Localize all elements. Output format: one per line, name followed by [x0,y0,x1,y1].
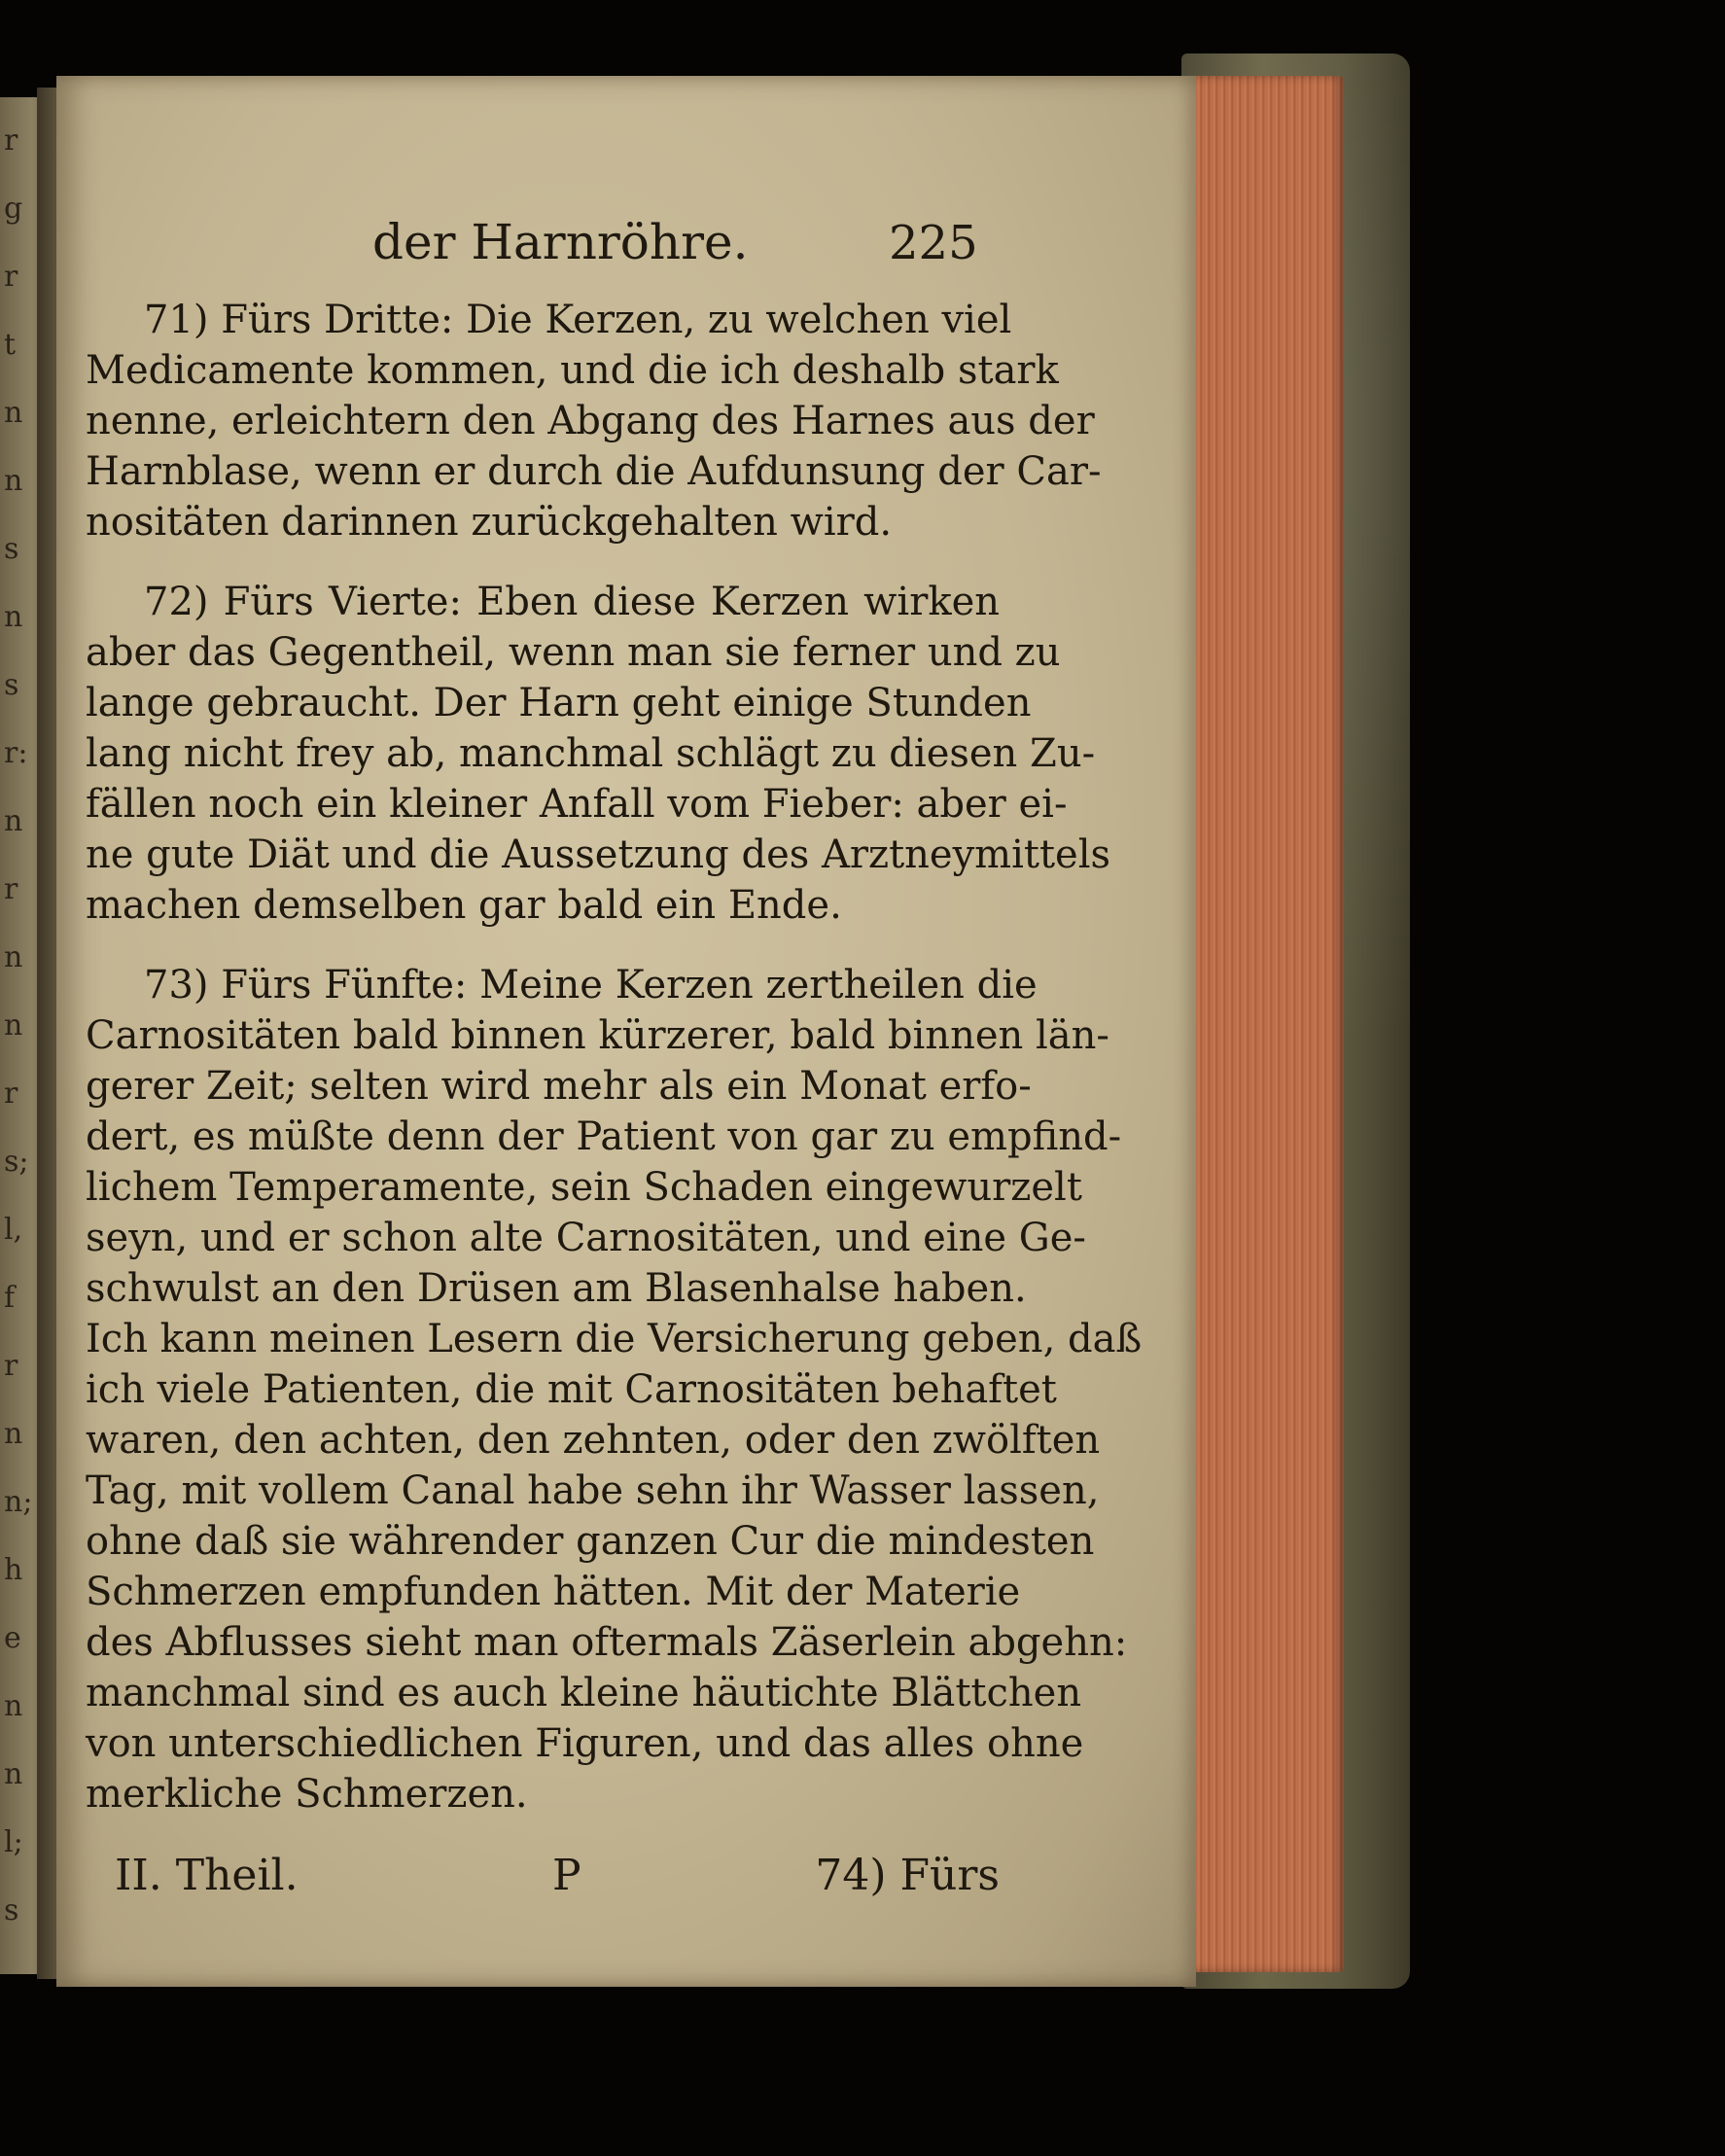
text-line: merkliche Schmerzen. [86,1772,528,1817]
left-page-fragment: s [4,1893,19,1927]
text-line: Schmerzen empfunden hätten. Mit der Materie [86,1570,1021,1614]
left-page-fragment: e [4,1621,21,1655]
text-line: ne gute Diät und die Aussetzung des Arztneymittels [86,832,1111,877]
text-line: manchmal sind es auch kleine häutichte Blättchen [86,1671,1082,1715]
footer-signature-mark: P [552,1851,581,1900]
text-line: nositäten darinnen zurückgehalten wird. [86,500,893,545]
left-page-fragment: n [4,1008,23,1043]
page-number: 225 [889,216,978,270]
left-page-fragment: h [4,1553,23,1587]
text-line: lichem Temperamente, sein Schaden eingewurzelt [86,1165,1082,1210]
left-page-fragment: f [4,1281,16,1315]
text-line: fällen noch ein kleiner Anfall vom Fieber: aber ei- [86,782,1068,827]
left-page-fragment: l; [4,1825,23,1859]
text-line: Tag, mit vollem Canal habe sehn ihr Wasser lassen, [86,1468,1100,1513]
left-page-fragment: r [4,260,18,294]
left-page-fragment: n [4,940,23,974]
paragraph [86,577,1111,931]
left-page-fragment: s [4,532,19,566]
left-page-fragment: r [4,1077,18,1111]
left-page-fragment: n [4,1417,23,1451]
text-line: 71) Fürs Dritte: Die Kerzen, zu welchen viel [144,298,1012,342]
page-edges [1188,76,1344,1972]
footer-catchword: 74) Fürs [815,1851,1000,1900]
text-line: Carnositäten bald binnen kürzerer, bald binnen län- [86,1013,1109,1058]
text-line: Harnblase, wenn er durch die Aufdunsung der Car- [86,449,1102,494]
text-line: schwulst an den Drüsen am Blasenhalse haben. [86,1266,1027,1311]
text-line: 72) Fürs Vierte: Eben diese Kerzen wirken [144,580,1000,624]
left-page-fragment: n [4,600,23,634]
text-line: nenne, erleichtern den Abgang des Harnes aus der [86,399,1095,443]
text-line: ohne daß sie währender ganzen Cur die mindesten [86,1519,1095,1564]
text-line: dert, es müßte denn der Patient von gar zu empfind- [86,1114,1122,1159]
text-line: Medicamente kommen, und die ich deshalb stark [86,348,1059,393]
left-page-fragment: s [4,668,19,702]
left-page-fragment: t [4,328,17,362]
left-page-fragment: r: [4,736,28,770]
text-line: von unterschiedlichen Figuren, und das alles ohne [86,1721,1084,1766]
text-line: waren, den achten, den zehnten, oder den zwölften [86,1418,1101,1463]
text-line: ich viele Patienten, die mit Carnositäten behaftet [86,1367,1057,1412]
left-page-fragment: n; [4,1485,33,1519]
paragraph [86,295,1102,548]
text-line: seyn, und er schon alte Carnositäten, und eine Ge- [86,1216,1086,1260]
left-page-fragment: n [4,1689,23,1723]
page-footer [86,1851,1000,1919]
running-head-title: der Harnröhre. [372,214,749,270]
running-head [56,214,1196,292]
footer-part-label: II. Theil. [115,1851,299,1900]
left-page-fragment: l, [4,1213,23,1247]
text-line: machen demselben gar bald ein Ende. [86,883,842,928]
book-page [56,76,1196,1987]
left-page-fragment: s; [4,1145,29,1179]
text-line: lang nicht frey ab, manchmal schlägt zu diesen Zu- [86,731,1096,776]
left-page-fragment: r [4,124,18,158]
left-page-fragment: n [4,464,23,498]
left-page-fragment: n [4,1757,23,1791]
text-line: 73) Fürs Fünfte: Meine Kerzen zertheilen die [144,963,1038,1007]
body-text [86,295,1143,1849]
text-line: gerer Zeit; selten wird mehr als ein Monat erfo- [86,1064,1032,1109]
left-page-fragment: r [4,872,18,906]
left-page-fragment: n [4,396,23,430]
text-line: Ich kann meinen Lesern die Versicherung geben, daß [86,1317,1143,1361]
left-page-fragment: r [4,1349,18,1383]
left-page-fragment: n [4,804,23,838]
text-line: lange gebraucht. Der Harn geht einige Stunden [86,681,1032,725]
left-page-fragment: g [4,192,23,226]
paragraph [86,960,1143,1820]
text-line: des Abflusses sieht man oftermals Zäserlein abgehn: [86,1620,1128,1665]
text-line: aber das Gegentheil, wenn man sie ferner und zu [86,630,1061,675]
